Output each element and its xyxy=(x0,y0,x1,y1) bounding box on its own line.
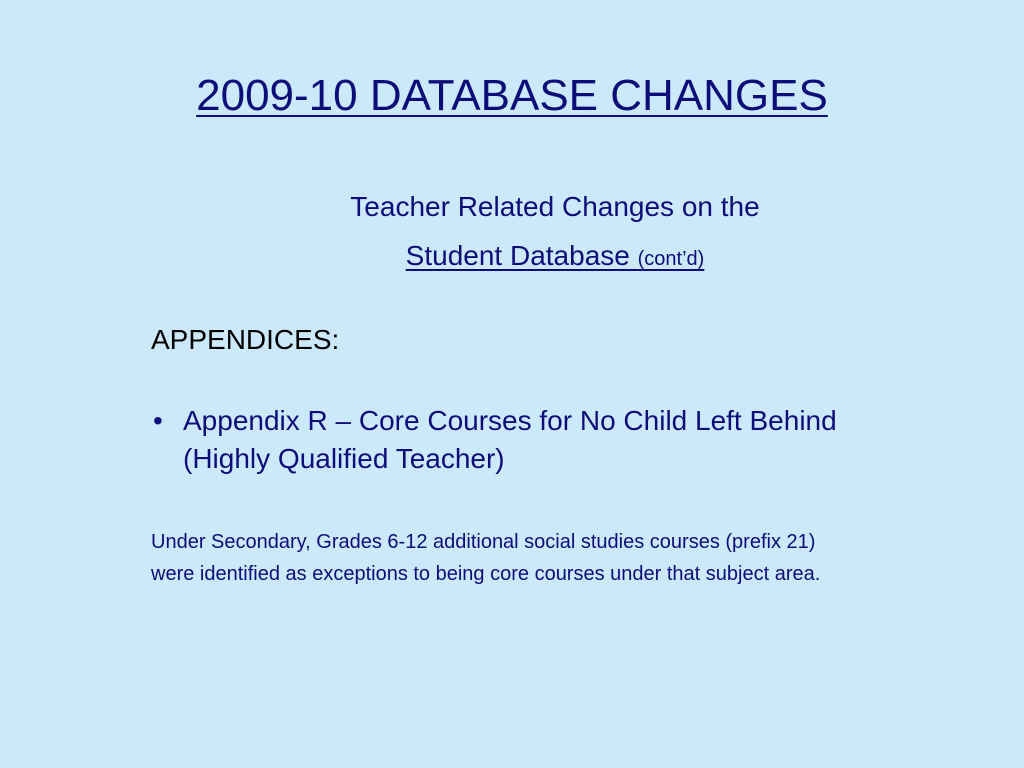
body-text-line-2: were identified as exceptions to being core courses under that subject area. xyxy=(151,563,821,585)
subtitle-line-1: Teacher Related Changes on the xyxy=(350,191,760,222)
subtitle-line-2 xyxy=(150,239,960,276)
bullet-list xyxy=(151,402,931,478)
subtitle-main: Student Database xyxy=(405,240,630,271)
body-text-line-1: Under Secondary, Grades 6-12 additional social studies courses (prefix 21) xyxy=(151,531,816,553)
subtitle-continued-note: (cont’d) xyxy=(637,248,705,270)
slide-title: 2009-10 DATABASE CHANGES xyxy=(196,71,828,120)
list-item xyxy=(151,402,931,478)
section-heading: APPENDICES: xyxy=(151,324,340,355)
bullet-icon: • xyxy=(153,405,163,436)
bullet-text: Appendix R – Core Courses for No Child Left Behind (Highly Qualified Teacher) xyxy=(183,405,837,474)
